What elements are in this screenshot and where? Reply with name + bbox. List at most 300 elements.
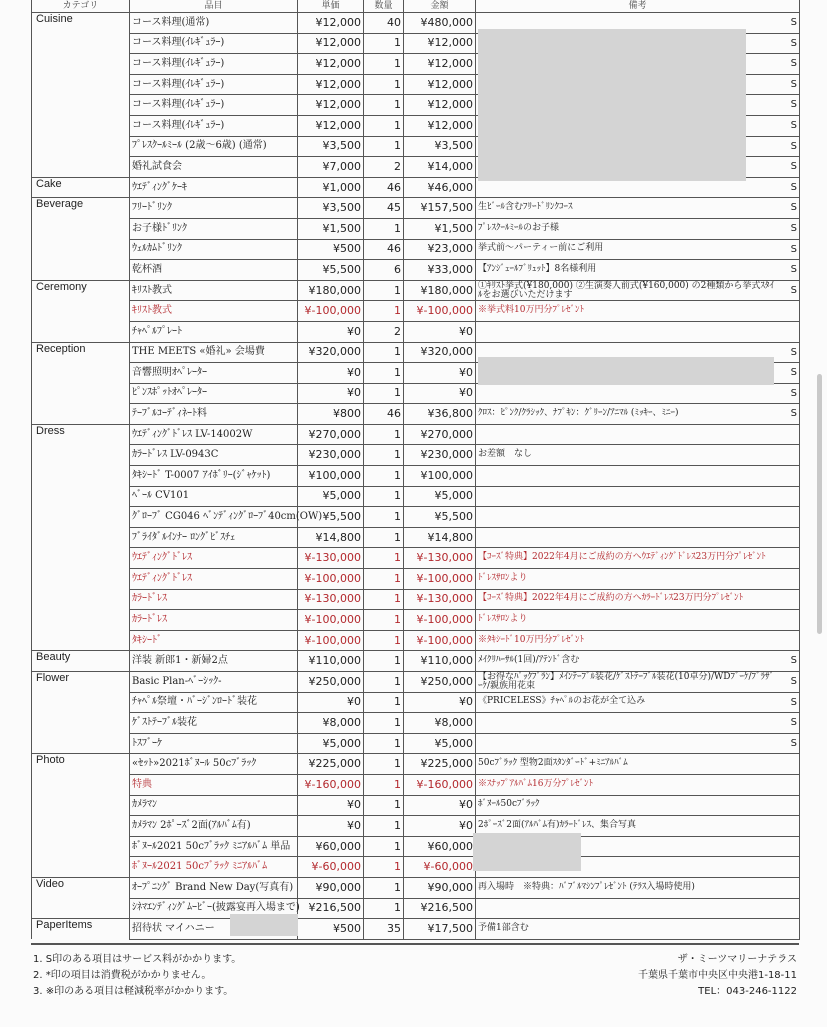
unit-price-cell: ¥14,800 [298,527,364,548]
category-cell [32,136,130,157]
item-cell: お子様ﾄﾞﾘﾝｸ [130,218,298,239]
unit-price-cell: ¥12,000 [298,54,364,75]
scrollbar[interactable] [817,374,822,634]
quantity-cell: 2 [364,321,404,342]
quantity-cell: 1 [364,589,404,610]
category-cell: Dress [32,424,130,445]
unit-price-cell: ¥7,000 [298,157,364,178]
unit-price-cell: ¥320,000 [298,342,364,363]
table-row [32,445,800,466]
service-charge-mark: S [790,99,797,111]
note-text: お差額 なし [478,449,533,460]
item-cell: ﾍﾞｰﾙ CV101 [130,486,298,507]
item-cell: コース料理(ｲﾚｷﾞｭﾗｰ) [130,33,298,54]
amount-cell: ¥5,000 [404,733,476,754]
table-row [32,774,800,795]
table-row [32,507,800,528]
header-note: 備考 [476,0,800,13]
amount-cell: ¥-130,000 [404,548,476,569]
category-cell [32,95,130,116]
note-text: 挙式前～パーティー前にご利用 [478,243,604,254]
note-cell [476,548,800,569]
category-cell [32,445,130,466]
amount-cell: ¥480,000 [404,13,476,34]
item-cell: コース料理(ｲﾚｷﾞｭﾗｰ) [130,74,298,95]
category-cell [32,589,130,610]
service-charge-mark: S [790,367,797,379]
note-cell [476,486,800,507]
service-charge-mark: S [790,284,797,296]
footer-notes [33,952,241,1000]
category-cell [32,301,130,322]
category-cell [32,733,130,754]
amount-cell: ¥17,500 [404,919,476,940]
note-text: ※挙式料10万円分ﾌﾟﾚｾﾞﾝﾄ [478,305,584,316]
company-name: ザ・ミーツマリーナテラス [677,954,797,965]
quantity-cell: 1 [364,630,404,651]
category-cell: Ceremony [32,280,130,301]
item-cell: ｷﾘｽﾄ教式 [130,301,298,322]
amount-cell: ¥5,000 [404,486,476,507]
unit-price-cell: ¥0 [298,363,364,384]
table-row [32,569,800,590]
note-cell [476,672,800,693]
quantity-cell: 1 [364,74,404,95]
category-cell [32,157,130,178]
item-cell: ｷﾘｽﾄ教式 [130,280,298,301]
footer-divider [31,943,799,945]
company-tel: TEL：043-246-1122 [698,986,797,997]
item-cell: THE MEETS «婚礼» 会場費 [130,342,298,363]
service-charge-mark: S [790,181,797,193]
item-cell: ｶﾗｰﾄﾞﾚｽ [130,589,298,610]
unit-price-cell: ¥5,000 [298,733,364,754]
quantity-cell: 46 [364,239,404,260]
quantity-cell: 1 [364,136,404,157]
item-cell: ﾌﾟﾚｽｸｰﾙﾐｰﾙ (2歳～6歳) (通常) [130,136,298,157]
footer-note-1: 1. S印のある項目はサービス料がかかります。 [33,954,242,965]
unit-price-cell: ¥5,000 [298,486,364,507]
item-cell: ｳｴﾃﾞｨﾝｸﾞｹｰｷ [130,177,298,198]
unit-price-cell: ¥500 [298,919,364,940]
quantity-cell: 1 [364,898,404,919]
unit-price-cell: ¥-160,000 [298,774,364,795]
item-cell: ﾀｷｼｰﾄﾞ T-0007 ｱｲﾎﾞﾘｰ(ｼﾞｬｹｯﾄ) [130,466,298,487]
quantity-cell: 1 [364,527,404,548]
company-address: 千葉県千葉市中央区中央港1-18-11 [637,970,797,981]
table-row [32,424,800,445]
item-cell: ﾁｬﾍﾟﾙﾌﾟﾚｰﾄ [130,321,298,342]
table-row [32,672,800,693]
amount-cell: ¥0 [404,321,476,342]
item-cell: ﾎﾞﾇｰﾙ2021 50cﾌﾞﾗｯｸ ﾐﾆｱﾙﾊﾞﾑ [130,857,298,878]
category-cell [32,836,130,857]
item-cell: ｳｴﾃﾞｨﾝｸﾞﾄﾞﾚｽ LV-14002W [130,424,298,445]
service-charge-mark: S [790,58,797,70]
amount-cell: ¥60,000 [404,836,476,857]
amount-cell: ¥0 [404,795,476,816]
item-cell: ｶﾗｰﾄﾞﾚｽ LV-0943C [130,445,298,466]
table-row [32,404,800,425]
service-charge-mark: S [790,243,797,255]
quantity-cell: 1 [364,816,404,837]
note-cell [476,260,800,281]
quantity-cell: 1 [364,95,404,116]
service-charge-mark: S [790,387,797,399]
table-row [32,527,800,548]
amount-cell: ¥230,000 [404,445,476,466]
category-cell [32,74,130,95]
table-row [32,239,800,260]
quantity-cell: 45 [364,198,404,219]
header-unit: 単価 [298,0,364,13]
service-charge-mark: S [790,119,797,131]
quantity-cell: 1 [364,383,404,404]
quantity-cell: 1 [364,115,404,136]
amount-cell: ¥12,000 [404,95,476,116]
unit-price-cell: ¥-130,000 [298,589,364,610]
unit-price-cell: ¥12,000 [298,13,364,34]
amount-cell: ¥14,000 [404,157,476,178]
category-cell [32,383,130,404]
unit-price-cell: ¥230,000 [298,445,364,466]
amount-cell: ¥5,500 [404,507,476,528]
amount-cell: ¥180,000 [404,280,476,301]
amount-cell: ¥33,000 [404,260,476,281]
unit-price-cell: ¥0 [298,795,364,816]
service-charge-mark: S [790,161,797,173]
quantity-cell: 1 [364,610,404,631]
quantity-cell: 1 [364,54,404,75]
note-cell [476,527,800,548]
unit-price-cell: ¥0 [298,383,364,404]
item-cell: ｸﾞﾛｰﾌﾞ CG046 ﾍﾞﾝﾃﾞｨﾝｸﾞﾛｰﾌﾞ40cm(OW) [130,507,298,528]
amount-cell: ¥3,500 [404,136,476,157]
item-cell: 洋装 新郎1・新婦2点 [130,651,298,672]
item-cell: ｹﾞｽﾄﾃｰﾌﾞﾙ装花 [130,713,298,734]
amount-cell: ¥0 [404,383,476,404]
item-cell: ｳｪﾙｶﾑﾄﾞﾘﾝｸ [130,239,298,260]
note-cell [476,692,800,713]
quantity-cell: 1 [364,363,404,384]
amount-cell: ¥-100,000 [404,630,476,651]
quantity-cell: 1 [364,651,404,672]
quantity-cell: 1 [364,33,404,54]
note-text: ﾎﾞﾇｰﾙ50cﾌﾞﾗｯｸ [478,799,540,810]
note-text: 50cﾌﾞﾗｯｸ 型物2面ｽﾀﾝﾀﾞｰﾄﾞ+ﾐﾆｱﾙﾊﾞﾑ [478,758,628,769]
unit-price-cell: ¥12,000 [298,74,364,95]
quantity-cell: 1 [364,672,404,693]
category-cell: Reception [32,342,130,363]
category-cell [32,404,130,425]
quantity-cell: 1 [364,548,404,569]
redaction-box [478,29,746,181]
table-row [32,548,800,569]
category-cell [32,33,130,54]
header-qty: 数量 [364,0,404,13]
item-cell: コース料理(通常) [130,13,298,34]
category-cell [32,321,130,342]
unit-price-cell: ¥500 [298,239,364,260]
category-cell [32,898,130,919]
item-cell: ｶﾒﾗﾏﾝ 2ﾎﾟｰｽﾞ2面(ｱﾙﾊﾞﾑ有) [130,816,298,837]
amount-cell: ¥0 [404,692,476,713]
footer-note-3: 3. ※印のある項目は軽減税率がかかります。 [33,986,234,997]
amount-cell: ¥-100,000 [404,569,476,590]
category-cell: Photo [32,754,130,775]
unit-price-cell: ¥12,000 [298,33,364,54]
unit-price-cell: ¥180,000 [298,280,364,301]
item-cell: コース料理(ｲﾚｷﾞｭﾗｰ) [130,115,298,136]
note-cell [476,239,800,260]
amount-cell: ¥0 [404,363,476,384]
category-cell: PaperItems [32,919,130,940]
category-cell [32,115,130,136]
amount-cell: ¥0 [404,816,476,837]
note-text: 再入場時 ※特典：ﾊﾞﾌﾞﾙﾏｼﾝﾌﾟﾚｾﾞﾝﾄ (ﾃﾗｽ入場時使用) [478,881,695,892]
table-row [32,486,800,507]
quantity-cell: 1 [364,342,404,363]
quantity-cell: 1 [364,836,404,857]
unit-price-cell: ¥250,000 [298,672,364,693]
category-cell [32,713,130,734]
quantity-cell: 40 [364,13,404,34]
note-cell [476,898,800,919]
quantity-cell: 1 [364,713,404,734]
unit-price-cell: ¥225,000 [298,754,364,775]
table-row [32,280,800,301]
table-row [32,218,800,239]
unit-price-cell: ¥110,000 [298,651,364,672]
category-cell [32,507,130,528]
table-row [32,795,800,816]
category-cell [32,816,130,837]
category-cell: Cuisine [32,13,130,34]
item-cell: ﾁｬﾍﾟﾙ祭壇・ﾊﾞｰｼﾞﾝﾛｰﾄﾞ装花 [130,692,298,713]
service-charge-mark: S [790,408,797,420]
note-text: 《PRICELESS》ﾁｬﾍﾟﾙのお花が全て込み [478,696,646,707]
unit-price-cell: ¥0 [298,816,364,837]
amount-cell: ¥14,800 [404,527,476,548]
amount-cell: ¥-100,000 [404,301,476,322]
service-charge-mark: S [790,737,797,749]
item-cell: ﾎﾞﾇｰﾙ2021 50cﾌﾞﾗｯｸ ﾐﾆｱﾙﾊﾞﾑ 単品 [130,836,298,857]
table-row [32,651,800,672]
item-cell: ｶﾗｰﾄﾞﾚｽ [130,610,298,631]
note-text: ※ﾀｷｼｰﾄﾞ10万円分ﾌﾟﾚｾﾞﾝﾄ [478,634,584,645]
category-cell [32,363,130,384]
item-cell: コース料理(ｲﾚｷﾞｭﾗｰ) [130,95,298,116]
quantity-cell: 1 [364,466,404,487]
table-header-row [32,0,800,13]
item-cell: ﾄｽﾌﾞｰｹ [130,733,298,754]
table-row [32,877,800,898]
quantity-cell: 2 [364,157,404,178]
note-cell [476,733,800,754]
note-cell [476,445,800,466]
category-cell [32,610,130,631]
item-cell: 招待状 マイハニー [130,919,298,940]
amount-cell: ¥36,800 [404,404,476,425]
note-cell [476,198,800,219]
note-cell [476,713,800,734]
category-cell [32,218,130,239]
header-category: カテゴリ [32,0,130,13]
unit-price-cell: ¥1,000 [298,177,364,198]
note-cell [476,321,800,342]
note-text: 【ｱﾝｼﾞｪｰﾙﾌﾞﾘｭｯﾄ】8名様利用 [478,263,597,274]
table-row [32,383,800,404]
note-cell [476,280,800,301]
quantity-cell: 1 [364,280,404,301]
table-row [32,610,800,631]
quantity-cell: 1 [364,424,404,445]
header-amount: 金額 [404,0,476,13]
note-text: 2ﾎﾟｰｽﾞ2面(ｱﾙﾊﾞﾑ有)ｶﾗｰﾄﾞﾚｽ、集合写真 [478,819,636,830]
category-cell: Video [32,877,130,898]
note-text: 【ｺｰｽﾞ特典】2022年4月にご成約の方へｳｴﾃﾞｨﾝｸﾞﾄﾞﾚｽ23万円分ﾌﾟﾚｾﾞﾝﾄ [478,552,766,563]
note-text: 【ｺｰｽﾞ特典】2022年4月にご成約の方へｶﾗｰﾄﾞﾚｽ23万円分ﾌﾟﾚｾﾞﾝﾄ [478,593,744,604]
table-row [32,919,800,940]
quantity-cell: 35 [364,919,404,940]
note-cell [476,795,800,816]
amount-cell: ¥23,000 [404,239,476,260]
amount-cell: ¥12,000 [404,115,476,136]
amount-cell: ¥270,000 [404,424,476,445]
quantity-cell: 1 [364,877,404,898]
unit-price-cell: ¥8,000 [298,713,364,734]
unit-price-cell: ¥12,000 [298,95,364,116]
service-charge-mark: S [790,37,797,49]
table-row [32,301,800,322]
note-cell [476,919,800,940]
quantity-cell: 46 [364,177,404,198]
item-cell: ﾀｷｼｰﾄﾞ [130,630,298,651]
item-cell: ﾋﾟﾝｽﾎﾟｯﾄｵﾍﾟﾚｰﾀｰ [130,383,298,404]
amount-cell: ¥12,000 [404,74,476,95]
amount-cell: ¥1,500 [404,218,476,239]
amount-cell: ¥157,500 [404,198,476,219]
service-charge-mark: S [790,17,797,28]
category-cell [32,795,130,816]
unit-price-cell: ¥-130,000 [298,548,364,569]
item-cell: ｼﾈﾏｴﾝﾃﾞｨﾝｸﾞﾑｰﾋﾞｰ(披露宴再入場まで) [130,898,298,919]
quantity-cell: 1 [364,795,404,816]
table-row [32,733,800,754]
quantity-cell: 1 [364,774,404,795]
note-cell [476,424,800,445]
category-cell [32,774,130,795]
note-cell [476,383,800,404]
item-cell: ｳｴﾃﾞｨﾝｸﾞﾄﾞﾚｽ [130,548,298,569]
table-row [32,713,800,734]
note-cell [476,301,800,322]
quantity-cell: 1 [364,754,404,775]
amount-cell: ¥216,500 [404,898,476,919]
header-item: 品目 [130,0,298,13]
unit-price-cell: ¥800 [298,404,364,425]
unit-price-cell: ¥5,500 [298,260,364,281]
category-cell [32,692,130,713]
amount-cell: ¥100,000 [404,466,476,487]
unit-price-cell: ¥60,000 [298,836,364,857]
amount-cell: ¥320,000 [404,342,476,363]
table-row [32,260,800,281]
table-row [32,321,800,342]
redaction-box [473,833,581,871]
service-charge-mark: S [790,676,797,687]
note-cell [476,569,800,590]
amount-cell: ¥225,000 [404,754,476,775]
unit-price-cell: ¥12,000 [298,115,364,136]
redaction-box [478,357,774,385]
item-cell: ﾌﾘｰﾄﾞﾘﾝｸ [130,198,298,219]
unit-price-cell: ¥0 [298,692,364,713]
table-row [32,898,800,919]
note-text: ﾄﾞﾚｽｻﾛﾝより [478,572,528,583]
item-cell: 特典 [130,774,298,795]
unit-price-cell: ¥-100,000 [298,610,364,631]
item-cell: 音響照明ｵﾍﾟﾚｰﾀｰ [130,363,298,384]
table-row [32,816,800,837]
amount-cell: ¥12,000 [404,54,476,75]
service-charge-mark: S [790,717,797,729]
amount-cell: ¥-160,000 [404,774,476,795]
category-cell [32,54,130,75]
quantity-cell: 1 [364,507,404,528]
note-cell [476,630,800,651]
note-cell [476,774,800,795]
note-text: 予備1部含む [478,922,529,933]
category-cell [32,466,130,487]
table-row [32,466,800,487]
quantity-cell: 1 [364,486,404,507]
note-text: ﾒｲｸﾘﾊｰｻﾙ(1回)/ｱﾃﾝﾄﾞ含む [478,655,580,666]
table-row [32,754,800,775]
category-cell [32,527,130,548]
unit-price-cell: ¥90,000 [298,877,364,898]
unit-price-cell: ¥0 [298,321,364,342]
item-cell: ｵｰﾌﾟﾆﾝｸﾞ Brand New Day(写真有) [130,877,298,898]
item-cell: ﾌﾞﾗｲﾀﾞﾙｲﾝﾅｰ ﾛﾝｸﾞﾋﾞｽﾁｪ [130,527,298,548]
unit-price-cell: ¥270,000 [298,424,364,445]
unit-price-cell: ¥3,500 [298,136,364,157]
table-row [32,857,800,878]
note-text: 【お得なﾊﾟｯｸﾌﾟﾗﾝ】ﾒｲﾝﾃｰﾌﾞﾙ装花/ｹﾞｽﾄﾃｰﾌﾞﾙ装花(10卓分)/WDﾌﾞｰｹ/ﾌﾞﾗｻﾞｰｹ/親族用花束 [478,671,775,691]
amount-cell: ¥-130,000 [404,589,476,610]
amount-cell: ¥110,000 [404,651,476,672]
item-cell: «ｾｯﾄ»2021ﾎﾞﾇｰﾙ 50cﾌﾞﾗｯｸ [130,754,298,775]
amount-cell: ¥8,000 [404,713,476,734]
item-cell: 婚礼試食会 [130,157,298,178]
unit-price-cell: ¥-100,000 [298,301,364,322]
note-cell [476,754,800,775]
table-row [32,692,800,713]
category-cell: Flower [32,672,130,693]
redaction-box [230,914,298,936]
note-text: ①ｷﾘｽﾄ挙式(¥180,000) ②生演奏人前式(¥160,000) の2種類から挙式ｽﾀｲﾙをお選びいただけます [478,280,774,300]
unit-price-cell: ¥-100,000 [298,630,364,651]
item-cell: コース料理(ｲﾚｷﾞｭﾗｰ) [130,54,298,75]
note-cell [476,877,800,898]
amount-cell: ¥46,000 [404,177,476,198]
category-cell: Beauty [32,651,130,672]
note-cell [476,466,800,487]
note-text: ﾌﾟﾚｽｸｰﾙﾐｰﾙのお子様 [478,222,560,233]
amount-cell: ¥90,000 [404,877,476,898]
amount-cell: ¥-60,000 [404,857,476,878]
unit-price-cell: ¥5,500 [298,507,364,528]
